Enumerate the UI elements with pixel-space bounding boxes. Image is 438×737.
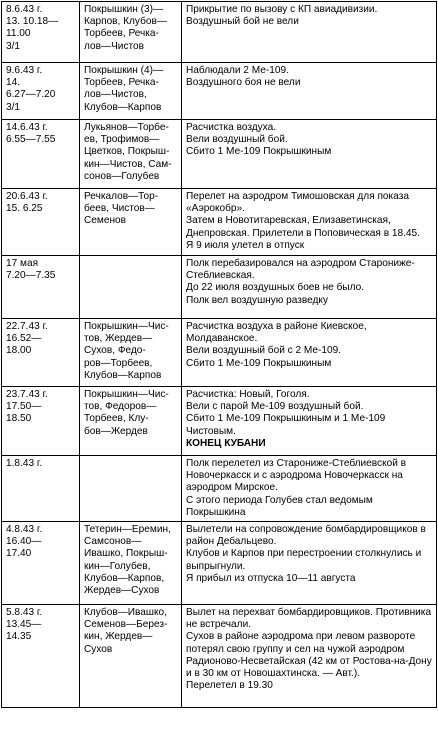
date-time-cell xyxy=(2,319,80,387)
crew-line: тов, Жердев— xyxy=(84,333,153,345)
note-line: Вылетели на сопровождение бомбардировщиков в район Дебальцево. xyxy=(186,524,426,548)
note-line: Воздушного боя не вели xyxy=(186,77,301,89)
crew-line: Покрышкин (4)— xyxy=(84,65,164,76)
crew-line: ров—Торбеев, xyxy=(84,357,153,369)
notes-cell xyxy=(182,63,437,120)
date-line: 3/1 xyxy=(6,40,21,52)
date-time-cell xyxy=(2,63,80,120)
date-time-cell xyxy=(2,522,80,605)
notes-cell xyxy=(182,2,437,63)
date-line: 8.6.43 г. xyxy=(6,4,43,15)
date-time-cell xyxy=(2,256,80,319)
crew-line: Покрышкин—Чис- xyxy=(84,321,169,332)
note-line: Сбито 1 Ме-109 Покрышкиным и 1 Ме-109 Чистовым. xyxy=(186,413,386,437)
note-line: Я прибыл из отпуска 10—11 августа xyxy=(186,572,356,584)
crew-cell xyxy=(80,189,182,256)
crew-line: кин—Голубев, xyxy=(84,560,151,572)
note-line: С этого периода Голубев стал ведомым Покрышкина xyxy=(186,494,373,518)
date-line: 17.40 xyxy=(6,548,32,560)
crew-line: Клубов—Карпов xyxy=(84,101,162,113)
crew-line: Самсонов— xyxy=(84,536,142,548)
crew-line: лов—Чистов, xyxy=(84,89,147,101)
note-line: Вылет на перехват бомбардировщиков. Противника не встречали. xyxy=(186,607,432,631)
date-line: 5.8.43 г. xyxy=(6,607,43,619)
note-line: Воздушный бой не вели xyxy=(186,16,299,28)
crew-line: бов—Жердев xyxy=(84,425,148,437)
crew-line: кин—Чистов, Сам- xyxy=(84,158,172,170)
note-line: Прикрытие по вызову с КП авиадивизии. xyxy=(186,4,378,15)
crew-line: Ивашко, Покрыш- xyxy=(84,548,168,560)
notes-cell xyxy=(182,319,437,387)
note-line: Сбито 1 Ме-109 Покрышкиным xyxy=(186,357,332,369)
crew-line: лов—Чистов xyxy=(84,40,144,52)
notes-cell xyxy=(182,605,437,708)
date-line: 17.50— xyxy=(6,401,42,413)
date-time-cell xyxy=(2,456,80,522)
crew-line: Карпов, Клубов— xyxy=(84,16,167,28)
note-line: Наблюдали 2 Ме-109. xyxy=(186,65,289,76)
crew-cell xyxy=(80,522,182,605)
crew-line: Речкалов—Тор- xyxy=(84,191,159,202)
table-row xyxy=(2,387,437,456)
crew-line: Клубов—Ивашко, xyxy=(84,607,167,619)
table-row xyxy=(2,605,437,708)
note-line: Вели воздушный бой с 2 Ме-109. xyxy=(186,345,342,357)
date-line: 9.6.43 г. xyxy=(6,65,43,76)
date-line: 13. 10.18— xyxy=(6,16,59,28)
date-line: 18.50 xyxy=(6,413,32,425)
crew-cell xyxy=(80,256,182,319)
note-line: Я 9 июля улетел в отпуск xyxy=(186,239,305,251)
date-line: 6.27—7.20 xyxy=(6,89,56,101)
crew-cell xyxy=(80,2,182,63)
crew-cell xyxy=(80,456,182,522)
note-line: Полк вел воздушную разведку xyxy=(186,294,329,306)
date-time-cell xyxy=(2,605,80,708)
note-line: Сбито 1 Ме-109 Покрышкиным xyxy=(186,146,332,158)
crew-line: кин, Жердев— xyxy=(84,631,153,643)
crew-line: Торбеев, Речка- xyxy=(84,77,159,89)
crew-line: Покрышкин (3)— xyxy=(84,4,164,15)
notes-cell xyxy=(182,522,437,605)
date-line: 13.45— xyxy=(6,619,42,631)
note-line: Сухов в районе аэродрома при левом развороте потерял свою группу и сел на чужой аэродром Радионово-Несветайская (42 км от Ростова-на-Дону и в 30 км от Новошахтинска. — Авт.). xyxy=(186,631,432,680)
crew-line: Тетерин—Еремин, xyxy=(84,524,171,536)
date-line: 20.6.43 г. xyxy=(6,191,48,202)
table-row xyxy=(2,120,437,189)
date-line: 11.00 xyxy=(6,28,31,40)
date-time-cell xyxy=(2,120,80,189)
crew-line: Жердев—Сухов xyxy=(84,585,160,597)
crew-line: Торбеев, Речка- xyxy=(84,28,159,40)
crew-cell xyxy=(80,387,182,456)
crew-cell xyxy=(80,605,182,708)
crew-line: Сухов xyxy=(84,643,113,655)
note-line: Полк перебазировался на аэродром Старониже-Стеблиевская. xyxy=(186,258,415,282)
crew-line: Торбеев, Клу- xyxy=(84,413,149,425)
notes-cell xyxy=(182,189,437,256)
table-row xyxy=(2,2,437,63)
crew-line: Клубов—Карпов xyxy=(84,369,162,381)
note-line: До 22 июля воздушных боев не было. xyxy=(186,282,365,294)
date-line: 23.7.43 г. xyxy=(6,389,48,400)
table-row xyxy=(2,522,437,605)
date-time-cell xyxy=(2,387,80,456)
table-row xyxy=(2,256,437,319)
document-page xyxy=(0,1,438,737)
note-line: Расчистка: Новый, Гоголя. xyxy=(186,389,310,400)
notes-cell xyxy=(182,120,437,189)
note-line: Перелет на аэродром Тимошовская для показа «Аэрокобр». xyxy=(186,191,409,215)
crew-cell xyxy=(80,319,182,387)
crew-line: Покрышкин—Чис- xyxy=(84,389,169,400)
date-line: 1.8.43 г. xyxy=(6,458,43,469)
crew-line: Клубов—Карпов, xyxy=(84,572,165,584)
date-line: 15. 6.25 xyxy=(6,203,43,215)
table-row xyxy=(2,63,437,120)
date-line: 16.40— xyxy=(6,536,42,548)
crew-line: Сухов, Федо- xyxy=(84,345,146,357)
date-line: 6.55—7.55 xyxy=(6,134,56,146)
crew-line: сонов—Голубев xyxy=(84,170,160,182)
notes-cell xyxy=(182,387,437,456)
date-line: 22.7.43 г. xyxy=(6,321,48,332)
crew-line: Цветков, Покрыш- xyxy=(84,146,170,158)
note-line: Расчистка воздуха в районе Киевское, Молдаванское. xyxy=(186,321,367,345)
section-end-heading: КОНЕЦ КУБАНИ xyxy=(186,437,266,449)
date-line: 14.35 xyxy=(6,631,32,643)
date-line: 14.6.43 г. xyxy=(6,122,48,133)
note-line: Затем в Новотитаревская, Елизаветинская, Днепровская. Прилетели в Поповическая в 18.45. xyxy=(186,215,420,239)
notes-cell xyxy=(182,456,437,522)
note-line: Клубов и Карпов при перестроении столкнулись и выпрыгнули. xyxy=(186,548,422,572)
date-line: 3/1 xyxy=(6,101,21,113)
date-line: 14. xyxy=(6,77,21,89)
date-time-cell xyxy=(2,2,80,63)
notes-cell xyxy=(182,256,437,319)
combat-log-body xyxy=(2,2,437,708)
date-line: 16.52— xyxy=(6,333,42,345)
note-line: Вели воздушный бой. xyxy=(186,134,288,146)
crew-line: Семенов xyxy=(84,215,127,227)
crew-line: тов, Федоров— xyxy=(84,401,157,413)
date-line: 7.20—7.35 xyxy=(6,270,56,282)
table-row xyxy=(2,456,437,522)
note-line: Полк перелетел из Старониже-Стеблиевской в Новочеркасск и с аэродрома Новочеркасск на аэродром Мирское. xyxy=(186,458,407,494)
table-row xyxy=(2,319,437,387)
date-time-cell xyxy=(2,189,80,256)
crew-line: беев, Чистов— xyxy=(84,203,155,215)
crew-cell xyxy=(80,120,182,189)
date-line: 17 мая xyxy=(6,258,39,269)
note-line: Перелетел в 19.30 xyxy=(186,680,273,692)
table-row xyxy=(2,189,437,256)
crew-line: ев, Трофимов— xyxy=(84,134,160,146)
crew-line: Семенов—Берез- xyxy=(84,619,168,631)
note-line: Вели с парой Ме-109 воздушный бой. xyxy=(186,401,364,413)
crew-cell xyxy=(80,63,182,120)
date-line: 4.8.43 г. xyxy=(6,524,43,536)
date-line: 18.00 xyxy=(6,345,32,357)
crew-line: Лукьянов—Торбе- xyxy=(84,122,169,133)
combat-log-table xyxy=(1,1,437,708)
note-line: Расчистка воздуха. xyxy=(186,122,277,133)
